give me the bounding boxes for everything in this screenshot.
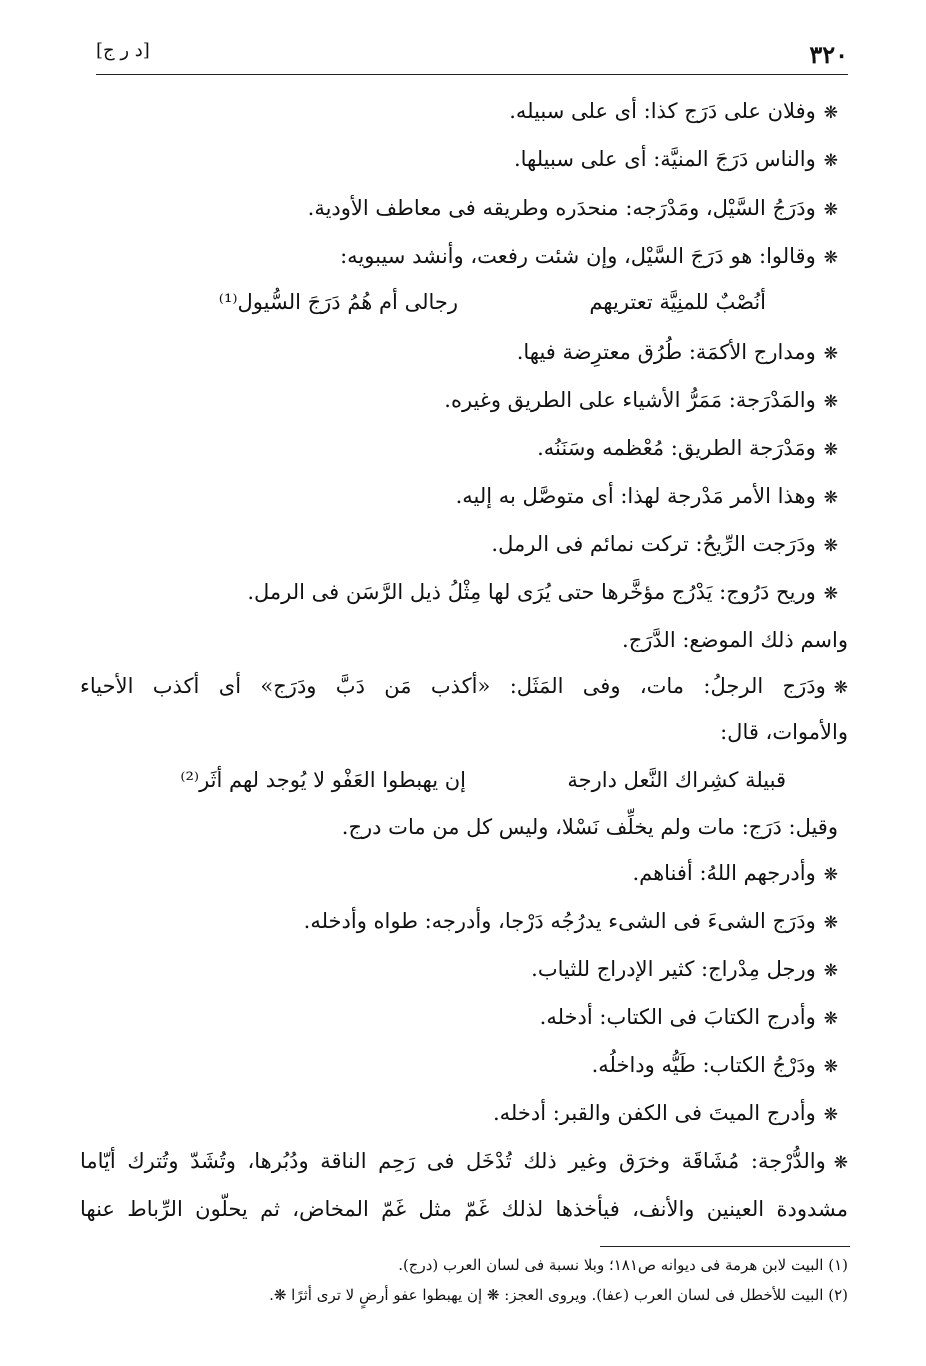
entry-line: ❋وريح دَرُوج: يَدْرُج مؤخَّرها حتى يُرَى لها مِثْلُ ذيل الرَّسَن فى الرمل. — [247, 580, 838, 604]
entry-line: ❋والناس دَرَجَ المنيَّة: أى على سبيلها. — [513, 147, 838, 171]
entry-star-icon: ❋ — [823, 344, 838, 364]
verse-first-hemistich: أنُصْبٌ للمنِيَّة تعتريهم — [589, 290, 766, 314]
entry-star-icon: ❋ — [823, 103, 838, 123]
entry-star-icon: ❋ — [823, 913, 838, 933]
entry-line: ❋ورجل مِدْراج: كثير الإدراج للثياب. — [531, 957, 838, 981]
entry-star-icon: ❋ — [833, 678, 848, 698]
entry-star-icon: ❋ — [833, 1153, 848, 1173]
footnote: (١) البيت لابن هرمة فى ديوانه ص١٨١؛ وبلا نسبة فى لسان العرب (درج). — [398, 1256, 848, 1274]
entry-star-icon: ❋ — [823, 584, 838, 604]
entry-line: ❋ودَرْجُ الكتاب: طَيُّه وداخلُه. — [591, 1053, 838, 1077]
verse-second-hemistich: إن يهبطوا العَفْو لا يُوجد لهم أثَر⁽²⁾ — [180, 768, 466, 792]
entry-line: ❋وأدرجهم اللهُ: أفناهم. — [632, 861, 838, 885]
verse-second-hemistich: رجالى أم هُمُ دَرَجَ السُّيول⁽¹⁾ — [218, 290, 458, 314]
entry-line: واسم ذلك الموضع: الدَّرَج. — [622, 628, 848, 652]
entry-star-icon: ❋ — [823, 440, 838, 460]
entry-star-icon: ❋ — [823, 151, 838, 171]
entry-line: ❋وهذا الأمر مَدْرجة لهذا: أى متوصَّل به إليه. — [455, 484, 838, 508]
page-number: ٣٢٠ — [809, 40, 848, 69]
entry-line: ❋والدُّرْجة: مُشَاقَة وخرَق وغير ذلك تُدْخَل فى رَحِم الناقة ودُبُرها، وتُشَدّ وتُترك أيّاما — [80, 1149, 848, 1173]
entry-star-icon: ❋ — [823, 488, 838, 508]
entry-star-icon: ❋ — [823, 961, 838, 981]
entry-line: ❋ودَرَجُ السَّيْل، ومَدْرَجه: منحدَره وطريقه فى معاطف الأودية. — [307, 196, 838, 220]
entry-line: وقيل: دَرَج: مات ولم يخلِّف نَسْلا، وليس كل من مات درج. — [341, 815, 838, 839]
entry-star-icon: ❋ — [823, 248, 838, 268]
entry-line: ❋وقالوا: هو دَرَجَ السَّيْل، وإن شئت رفعت، وأنشد سيبويه: — [340, 244, 838, 268]
entry-star-icon: ❋ — [823, 200, 838, 220]
entry-star-icon: ❋ — [823, 392, 838, 412]
entry-star-icon: ❋ — [823, 1009, 838, 1029]
footnote-divider — [600, 1246, 850, 1247]
entry-star-icon: ❋ — [823, 1057, 838, 1077]
entry-line: ❋ودَرَجت الرِّيحُ: تركت نمائم فى الرمل. — [491, 532, 838, 556]
entry-line: ❋ودَرَج الرجلُ: مات، وفى المَثَل: «أكذب مَن دَبَّ ودَرَج» أى أكذب الأحياء — [80, 674, 848, 698]
entry-star-icon: ❋ — [823, 865, 838, 885]
entry-line: ❋ومدارج الأكمَة: طُرُق معترِضة فيها. — [516, 340, 838, 364]
entry-line: ❋وأدرج الكتابَ فى الكتاب: أدخله. — [539, 1005, 838, 1029]
running-head: [د ر ج] — [96, 40, 150, 61]
page-header — [96, 38, 848, 75]
entry-line: ❋والمَدْرَجة: مَمَرُّ الأشياء على الطريق وغيره. — [444, 388, 838, 412]
entry-line: ❋ودَرَج الشىءَ فى الشىء يدرُجُه دَرْجا، وأدرجه: طواه وأدخله. — [303, 909, 838, 933]
entry-line: ❋وأدرج الميتَ فى الكفن والقبر: أدخله. — [492, 1101, 838, 1125]
entry-line: والأموات، قال: — [720, 720, 848, 744]
entry-line: مشدودة العينين والأنف، فيأخذها لذلك غَمّ مثل غَمّ المخاض، ثم يحلّون الرِّباط عنها — [80, 1197, 848, 1221]
entry-star-icon: ❋ — [823, 536, 838, 556]
entry-line: ❋وفلان على دَرَج كذا: أى على سبيله. — [509, 99, 838, 123]
entry-star-icon: ❋ — [823, 1105, 838, 1125]
verse-first-hemistich: قبيلة كشِراك النَّعل دارجة — [567, 768, 786, 792]
entry-line: ❋ومَدْرَجة الطريق: مُعْظمه وسَنَنُه. — [537, 436, 838, 460]
footnote: (٢) البيت للأخطل فى لسان العرب (عفا). ويروى العجز: ❋ إن يهبطوا عفو أرضٍ لا ترى أثرًا ❋. — [269, 1286, 848, 1304]
